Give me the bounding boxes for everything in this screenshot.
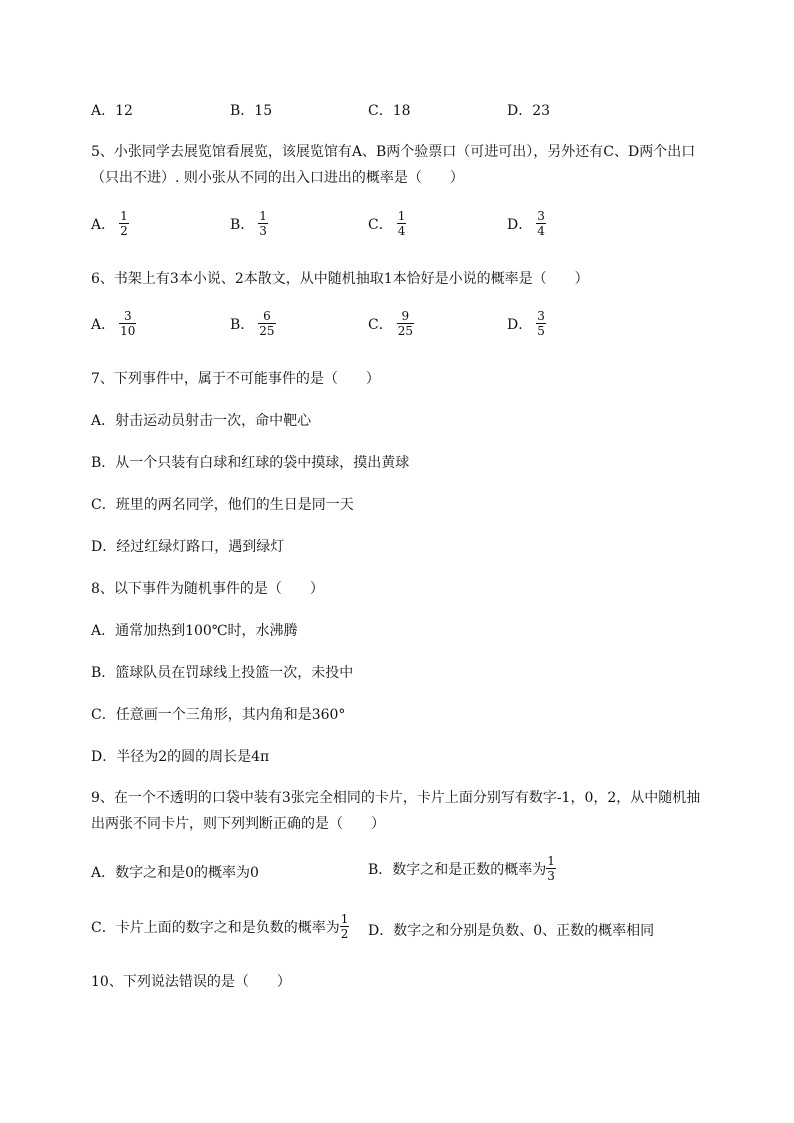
q5-option-d-fraction: [536, 209, 546, 238]
q6-option-d-fraction: [536, 309, 546, 338]
q9-option-c-fraction: [340, 912, 350, 941]
q5-option-b-label: B．: [230, 216, 255, 233]
q6-option-b-label: B．: [230, 316, 255, 333]
q9-option-b-text: B．数字之和是正数的概率为: [368, 861, 547, 878]
q4-option-a: A．12: [91, 103, 133, 119]
denominator: 4: [397, 224, 406, 238]
q8-option-d: D．半径为2的圆的周长是4π: [91, 749, 270, 765]
numerator: 1: [397, 209, 406, 223]
numerator: 3: [123, 309, 132, 323]
q10-stem: 10、下列说法错误的是（ ）: [91, 974, 291, 990]
denominator: 2: [120, 224, 128, 238]
denominator: 10: [120, 324, 136, 338]
q6-option-b-fraction: [258, 309, 275, 338]
q5-option-d-label: D．: [507, 216, 533, 233]
q5-option-a-label: A．: [91, 216, 116, 233]
numerator: 1: [547, 854, 555, 868]
q6-option-d: [507, 309, 546, 338]
q8-option-b: B．篮球队员在罚球线上投篮一次，未投中: [91, 665, 354, 681]
q4-option-c: C．18: [368, 103, 411, 119]
q7-option-c: C．班里的两名同学，他们的生日是同一天: [91, 497, 354, 513]
numerator: 1: [259, 209, 267, 223]
q9-option-a: A．数字之和是0的概率为0: [91, 865, 259, 881]
q6-option-a-label: A．: [91, 316, 116, 333]
q5-stem-line2: （只出不进）. 则小张从不同的出入口进出的概率是（ ）: [91, 170, 464, 186]
q5-option-c-fraction: [397, 209, 407, 238]
numerator: 1: [120, 209, 128, 223]
q8-option-a: A．通常加热到100℃时，水沸腾: [91, 623, 298, 639]
q8-option-c: C．任意画一个三角形，其内角和是360°: [91, 707, 346, 723]
q6-stem: 6、书架上有3本小说、2本散文，从中随机抽取1本恰好是小说的概率是（ ）: [91, 271, 589, 287]
q6-option-d-label: D．: [507, 316, 533, 333]
numerator: 1: [340, 912, 349, 926]
q4-option-d: D．23: [507, 103, 551, 119]
denominator: 25: [259, 324, 275, 338]
q5-option-a: [91, 209, 129, 238]
q9-option-b: [368, 854, 556, 883]
denominator: 5: [537, 324, 545, 338]
q5-option-b-fraction: [258, 209, 268, 238]
denominator: 4: [537, 224, 545, 238]
q6-option-c: [368, 309, 414, 338]
q5-stem-line1: 5、小张同学去展览馆看展览，该展览馆有A、B两个验票口（可进可出），另外还有C、D两个出口: [91, 144, 696, 160]
q6-option-c-label: C．: [368, 316, 393, 333]
q9-stem-line2: 出两张不同卡片，则下列判断正确的是（ ）: [91, 816, 385, 832]
q7-option-d: D．经过红绿灯路口，遇到绿灯: [91, 539, 285, 555]
numerator: 9: [401, 309, 410, 323]
q9-option-b-fraction: [546, 854, 556, 883]
denominator: 25: [397, 324, 413, 338]
numerator: 6: [263, 309, 271, 323]
q9-option-d: D．数字之和分别是负数、0、正数的概率相同: [368, 923, 655, 939]
q6-option-a: [91, 309, 136, 338]
q9-stem-line1: 9、在一个不透明的口袋中装有3张完全相同的卡片，卡片上面分别写有数字-1，0，2，从中随机抽: [91, 790, 701, 806]
q5-option-c-label: C．: [368, 216, 393, 233]
denominator: 2: [340, 927, 349, 941]
q5-option-a-fraction: [119, 209, 129, 238]
q6-option-a-fraction: [119, 309, 136, 338]
q7-stem: 7、下列事件中，属于不可能事件的是（ ）: [91, 371, 380, 387]
q7-option-a: A．射击运动员射击一次，命中靶心: [91, 413, 312, 429]
q4-option-b: B．15: [230, 103, 273, 119]
q7-option-b: B．从一个只装有白球和红球的袋中摸球，摸出黄球: [91, 455, 410, 471]
q8-stem: 8、以下事件为随机事件的是（ ）: [91, 581, 324, 597]
denominator: 3: [547, 869, 555, 883]
q9-option-c: [91, 912, 349, 941]
numerator: 3: [537, 309, 545, 323]
q5-option-c: [368, 209, 406, 238]
q6-option-b: [230, 309, 276, 338]
numerator: 3: [537, 209, 545, 223]
denominator: 3: [259, 224, 267, 238]
q6-option-c-fraction: [397, 309, 414, 338]
q5-option-d: [507, 209, 546, 238]
q5-option-b: [230, 209, 268, 238]
q9-option-c-text: C．卡片上面的数字之和是负数的概率为: [91, 919, 340, 936]
